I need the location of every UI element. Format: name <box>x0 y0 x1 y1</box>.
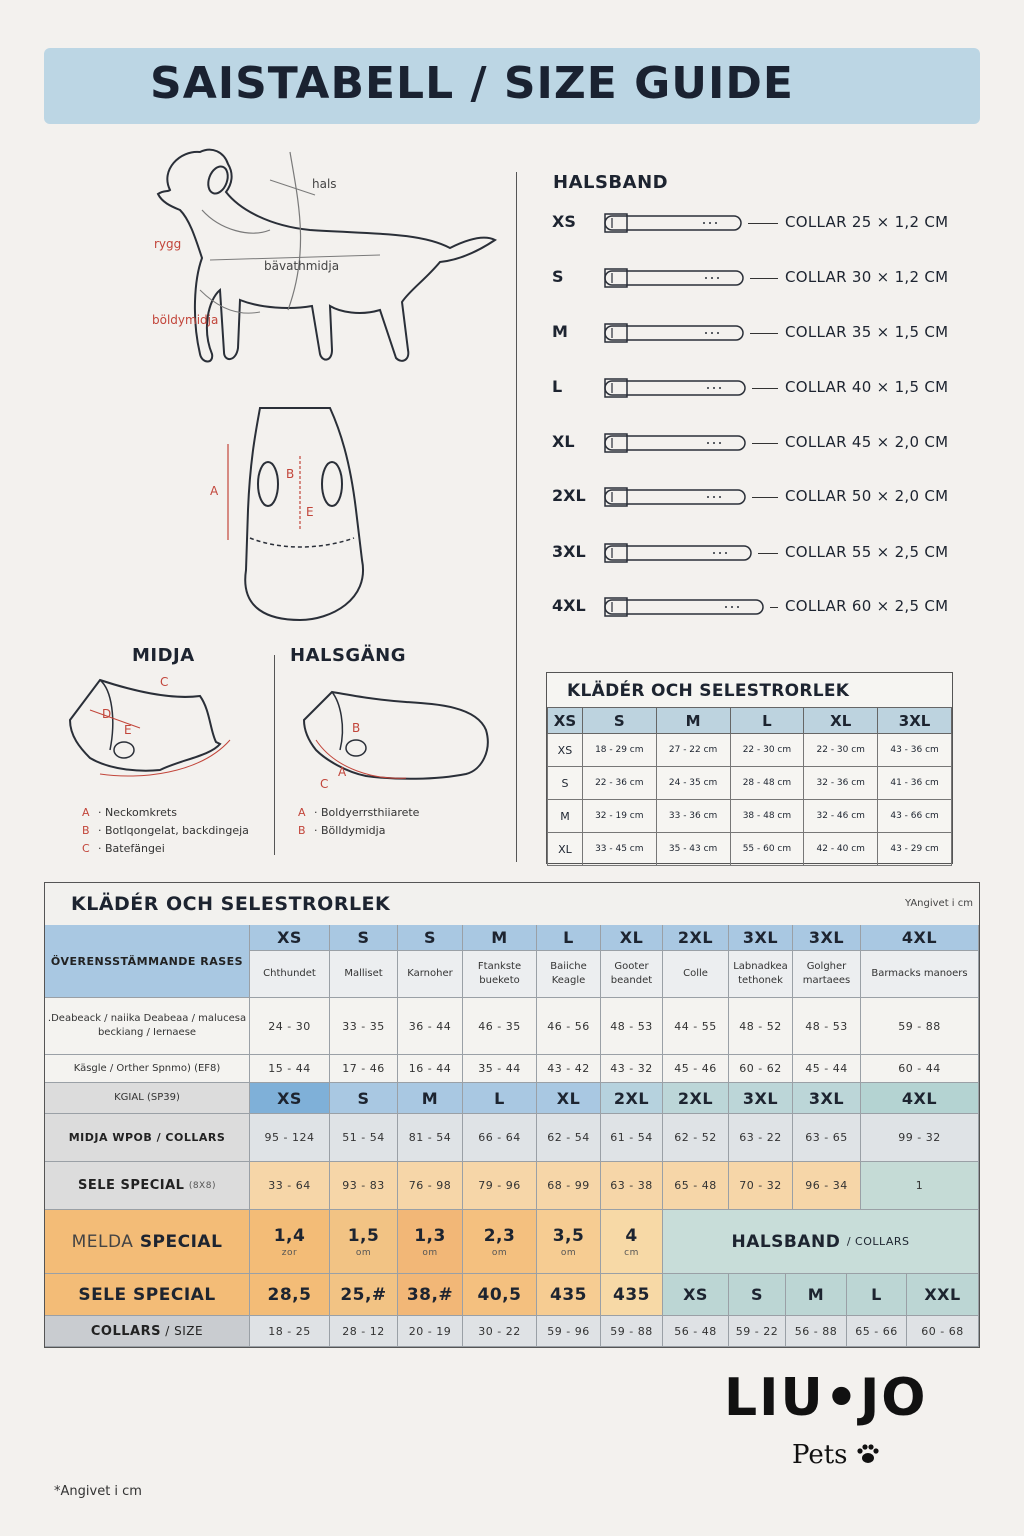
halsband-header-text: HALSBAND <box>731 1231 841 1252</box>
value-cell: 51 - 54 <box>330 1114 398 1162</box>
size-header: M <box>398 1083 463 1114</box>
vest-label-e: E <box>306 505 314 519</box>
halsband-text: COLLAR 30 × 1,2 CM <box>785 268 949 286</box>
value-cell: 63 - 65 <box>793 1114 861 1162</box>
value-cell: 45 - 46 <box>663 1055 729 1083</box>
breed-cell: Baiiche Keagle <box>537 951 601 998</box>
midja-label-e: E <box>124 723 132 737</box>
row-label: Käsgle / Orther Spnmo) (EF8) <box>45 1055 250 1083</box>
value-cell: 95 - 124 <box>250 1114 330 1162</box>
value-cell: 70 - 32 <box>729 1162 793 1210</box>
small-table-cell: 22 - 30 cm <box>730 734 804 767</box>
row-label-text: SPECIAL <box>139 1231 223 1252</box>
value-number: 1,5 <box>347 1225 380 1246</box>
size-header: L <box>463 1083 537 1114</box>
row-label-text: SELE SPECIAL <box>78 1178 185 1193</box>
value-cell: 81 - 54 <box>398 1114 463 1162</box>
value-unit: zor <box>281 1247 298 1258</box>
size-header: 4XL <box>861 1083 979 1114</box>
breed-cell: Malliset <box>330 951 398 998</box>
halsband-text: COLLAR 40 × 1,5 CM <box>785 378 949 396</box>
small-table-header: S <box>582 708 656 734</box>
halsband-connector <box>752 443 778 444</box>
value-cell: 99 - 32 <box>861 1114 979 1162</box>
row-label: SELE SPECIAL <box>45 1274 250 1316</box>
value-cell <box>463 1210 537 1274</box>
halsgang-legend <box>298 804 419 840</box>
size-header: 2XL <box>663 925 729 951</box>
small-table-header: XS <box>548 708 583 734</box>
halsband-size: 3XL <box>552 542 586 561</box>
footnote: *Angivet i cm <box>54 1484 142 1499</box>
halsband-row <box>552 592 972 622</box>
value-cell: 59 - 88 <box>601 1316 663 1347</box>
halsband-row <box>552 428 972 458</box>
small-size-table <box>546 672 953 864</box>
size-header: 4XL <box>861 925 979 951</box>
small-table-cell: 28 - 48 cm <box>730 767 804 800</box>
halsband-size: S <box>552 267 564 286</box>
value-cell: 46 - 35 <box>463 998 537 1055</box>
value-cell: 62 - 52 <box>663 1114 729 1162</box>
value-unit: om <box>355 1247 372 1258</box>
value-stack <box>414 1226 446 1258</box>
small-table-cell: XS <box>548 734 583 767</box>
small-table-cell: 43 - 36 cm <box>878 734 952 767</box>
collar-icon <box>604 263 746 293</box>
page-title: SAISTABELL / SIZE GUIDE <box>150 58 794 109</box>
value-cell: 56 - 88 <box>786 1316 847 1347</box>
value-cell: 25,# <box>330 1274 398 1316</box>
size-header: XXL <box>907 1274 979 1316</box>
breed-cell: Colle <box>663 951 729 998</box>
size-header: XS <box>250 1083 330 1114</box>
collar-icon <box>604 208 744 238</box>
small-table-cell: 22 - 36 cm <box>582 767 656 800</box>
value-cell <box>537 1210 601 1274</box>
value-cell: 59 - 96 <box>537 1316 601 1347</box>
value-cell: 45 - 44 <box>793 1055 861 1083</box>
small-table-cell: 43 - 29 cm <box>878 833 952 866</box>
midja-label-c: C <box>160 675 169 689</box>
value-unit: om <box>422 1247 438 1258</box>
value-cell: 43 - 42 <box>537 1055 601 1083</box>
value-stack <box>553 1226 585 1258</box>
vest-label-a: A <box>210 484 219 498</box>
value-cell <box>250 1210 330 1274</box>
size-header: 2XL <box>663 1083 729 1114</box>
row-label-text: COLLARS <box>90 1323 161 1339</box>
brand-logo: LIU•JO <box>724 1368 928 1428</box>
value-cell: 17 - 46 <box>330 1055 398 1083</box>
value-unit: om <box>491 1247 508 1258</box>
collar-icon <box>604 482 748 512</box>
small-table-cell: XL <box>548 833 583 866</box>
row-label: ÖVERENSSTÄMMANDE RASES <box>45 925 250 998</box>
label-rygg: rygg <box>154 237 182 251</box>
halsband-size: 2XL <box>552 486 586 505</box>
label-back: bävathmidja <box>264 259 340 273</box>
row-label: KGIAL (SP39) <box>45 1083 250 1114</box>
value-cell: 435 <box>601 1274 663 1316</box>
midja-legend <box>82 804 249 858</box>
value-number: 4 <box>625 1225 638 1246</box>
value-cell: 59 - 88 <box>861 998 979 1055</box>
small-table-row <box>548 800 952 833</box>
halsband-row <box>552 208 972 238</box>
row-label <box>45 1210 250 1274</box>
brand-sub-text: Pets <box>792 1440 848 1470</box>
value-cell: 35 - 44 <box>463 1055 537 1083</box>
value-cell: 68 - 99 <box>537 1162 601 1210</box>
value-cell: 38,# <box>398 1274 463 1316</box>
dog-illustration <box>140 140 500 390</box>
value-cell: 33 - 64 <box>250 1162 330 1210</box>
small-table-cell: 22 - 30 cm <box>804 734 878 767</box>
halsgang-title: HALSGÄNG <box>290 645 406 666</box>
halsband-text: COLLAR 45 × 2,0 CM <box>785 433 949 451</box>
size-header: M <box>463 925 537 951</box>
halsband-text: COLLAR 25 × 1,2 CM <box>785 213 949 231</box>
size-header: S <box>330 1083 398 1114</box>
value-cell: 76 - 98 <box>398 1162 463 1210</box>
halsband-header-note: / COLLARS <box>846 1235 910 1248</box>
value-cell: 44 - 55 <box>663 998 729 1055</box>
breed-cell: Golgher martaees <box>793 951 861 998</box>
breed-cell: Chthundet <box>250 951 330 998</box>
halsband-row <box>552 373 972 403</box>
value-cell: 36 - 44 <box>398 998 463 1055</box>
small-table-cell: 32 - 36 cm <box>804 767 878 800</box>
row-label-text: MELDA <box>71 1231 134 1252</box>
size-header: 3XL <box>793 925 861 951</box>
halsband-header <box>663 1210 979 1274</box>
value-number: 3,5 <box>552 1225 585 1246</box>
halsband-connector <box>750 333 778 334</box>
halsgang-label-a: A <box>338 765 347 779</box>
big-size-table <box>44 882 980 1348</box>
value-cell: 46 - 56 <box>537 998 601 1055</box>
breed-cell: Ftankste bueketo <box>463 951 537 998</box>
collar-icon <box>604 592 766 622</box>
halsband-text: COLLAR 50 × 2,0 CM <box>785 487 949 505</box>
value-cell: 59 - 22 <box>729 1316 786 1347</box>
value-unit: om <box>560 1247 577 1258</box>
halsband-connector <box>770 607 778 608</box>
value-cell: 28 - 12 <box>330 1316 398 1347</box>
value-cell: 60 - 68 <box>907 1316 979 1347</box>
label-hals: hals <box>312 177 337 191</box>
vest-illustration <box>200 400 370 625</box>
value-cell: 1 <box>861 1162 979 1210</box>
small-table-row <box>548 734 952 767</box>
size-header: XL <box>601 925 663 951</box>
halsband-size: M <box>552 322 568 341</box>
value-cell: 15 - 44 <box>250 1055 330 1083</box>
value-cell: 93 - 83 <box>330 1162 398 1210</box>
big-table-title: KLÄDÉR OCH SELESTRORLEK <box>71 893 391 915</box>
small-table-cell: 24 - 35 cm <box>656 767 730 800</box>
small-table-cell: 32 - 46 cm <box>804 800 878 833</box>
size-header: XS <box>250 925 330 951</box>
halsband-text: COLLAR 55 × 2,5 CM <box>785 543 949 561</box>
divider-midja <box>274 655 275 855</box>
halsgang-label-c: C <box>320 777 329 790</box>
row-label-text: / SIZE <box>165 1324 204 1338</box>
small-table-header: L <box>730 708 804 734</box>
small-table-header: XL <box>804 708 878 734</box>
value-cell <box>398 1210 463 1274</box>
brand-sub <box>792 1440 880 1470</box>
breed-cell: Labnadkea tethonek <box>729 951 793 998</box>
halsgang-label-b: B <box>352 721 361 735</box>
legend-item: A · Boldyerrsthiiarete <box>298 806 420 819</box>
divider-vertical <box>516 172 517 862</box>
size-header: 3XL <box>793 1083 861 1114</box>
halsband-text: COLLAR 60 × 2,5 CM <box>785 597 949 615</box>
breed-cell: Karnoher <box>398 951 463 998</box>
value-cell: 66 - 64 <box>463 1114 537 1162</box>
size-header: M <box>786 1274 847 1316</box>
halsgang-illustration <box>296 680 496 790</box>
small-table-header: M <box>656 708 730 734</box>
collar-icon <box>604 428 748 458</box>
value-cell <box>601 1210 663 1274</box>
value-stack <box>484 1226 516 1258</box>
halsband-text: COLLAR 35 × 1,5 CM <box>785 323 949 341</box>
value-cell: 40,5 <box>463 1274 537 1316</box>
value-cell: 20 - 19 <box>398 1316 463 1347</box>
small-table-row <box>548 833 952 866</box>
value-cell: 63 - 38 <box>601 1162 663 1210</box>
value-number: 2,3 <box>483 1225 516 1246</box>
size-header: 3XL <box>729 925 793 951</box>
small-table-row <box>548 767 952 800</box>
value-cell: 63 - 22 <box>729 1114 793 1162</box>
small-table-title: KLÄDÉR OCH SELESTRORLEK <box>567 681 850 701</box>
collar-icon <box>604 318 746 348</box>
size-header: L <box>537 925 601 951</box>
halsband-row <box>552 318 972 348</box>
value-cell: 96 - 34 <box>793 1162 861 1210</box>
row-label <box>45 1316 250 1347</box>
value-cell <box>330 1210 398 1274</box>
halsband-size: L <box>552 377 563 396</box>
value-cell: 28,5 <box>250 1274 330 1316</box>
value-stack <box>348 1226 380 1258</box>
row-label-note: (8X8) <box>188 1180 216 1191</box>
halsband-title: HALSBAND <box>553 172 669 193</box>
small-table-cell: 43 - 66 cm <box>878 800 952 833</box>
collar-icon <box>604 373 748 403</box>
size-header: S <box>330 925 398 951</box>
small-table-cell: S <box>548 767 583 800</box>
value-stack <box>624 1226 639 1258</box>
big-table-note: YAngivet i cm <box>904 898 973 909</box>
label-belly: böldymidja <box>152 313 219 327</box>
small-table-cell: 32 - 19 cm <box>582 800 656 833</box>
value-number: 1,3 <box>414 1225 446 1246</box>
row-label: MIDJA WPOB / COLLARS <box>45 1114 250 1162</box>
value-cell: 435 <box>537 1274 601 1316</box>
small-table-cell: 38 - 48 cm <box>730 800 804 833</box>
halsband-row <box>552 482 972 512</box>
legend-item: C · Batefängei <box>82 842 165 855</box>
value-cell: 79 - 96 <box>463 1162 537 1210</box>
size-header: S <box>729 1274 786 1316</box>
value-cell: 33 - 35 <box>330 998 398 1055</box>
small-table-cell: 41 - 36 cm <box>878 767 952 800</box>
legend-item: A · Neckomkrets <box>82 806 177 819</box>
small-table <box>547 707 952 866</box>
midja-label-d: D <box>102 707 112 721</box>
halsband-row <box>552 263 972 293</box>
value-cell: 43 - 32 <box>601 1055 663 1083</box>
collar-icon <box>604 538 754 568</box>
halsband-connector <box>752 497 778 498</box>
halsband-size: XS <box>552 212 576 231</box>
value-cell: 16 - 44 <box>398 1055 463 1083</box>
value-cell: 60 - 62 <box>729 1055 793 1083</box>
value-cell: 30 - 22 <box>463 1316 537 1347</box>
size-header: XL <box>537 1083 601 1114</box>
small-table-cell: M <box>548 800 583 833</box>
midja-title: MIDJA <box>132 645 195 666</box>
halsband-connector <box>752 388 778 389</box>
small-table-cell: 33 - 45 cm <box>582 833 656 866</box>
value-cell: 65 - 66 <box>847 1316 907 1347</box>
value-cell: 48 - 53 <box>793 998 861 1055</box>
halsband-size: XL <box>552 432 575 451</box>
halsband-size: 4XL <box>552 596 586 615</box>
value-unit: cm <box>624 1247 639 1258</box>
size-header: 2XL <box>601 1083 663 1114</box>
title-banner <box>44 48 980 124</box>
size-header: XS <box>663 1274 729 1316</box>
value-cell: 56 - 48 <box>663 1316 729 1347</box>
small-table-cell: 33 - 36 cm <box>656 800 730 833</box>
value-cell: 48 - 53 <box>601 998 663 1055</box>
value-cell: 65 - 48 <box>663 1162 729 1210</box>
small-table-header: 3XL <box>878 708 952 734</box>
vest-label-b: B <box>286 467 295 481</box>
value-cell: 48 - 52 <box>729 998 793 1055</box>
size-header: L <box>847 1274 907 1316</box>
value-number: 1,4 <box>273 1225 306 1246</box>
small-table-cell: 42 - 40 cm <box>804 833 878 866</box>
small-table-cell: 55 - 60 cm <box>730 833 804 866</box>
midja-illustration <box>60 670 240 790</box>
small-table-cell: 35 - 43 cm <box>656 833 730 866</box>
size-header: 3XL <box>729 1083 793 1114</box>
value-cell: 60 - 44 <box>861 1055 979 1083</box>
value-cell: 62 - 54 <box>537 1114 601 1162</box>
value-cell: 61 - 54 <box>601 1114 663 1162</box>
halsband-connector <box>750 278 778 279</box>
halsband-row <box>552 538 972 568</box>
breed-cell: Barmacks manoers <box>861 951 979 998</box>
breed-cell: Gooter beandet <box>601 951 663 998</box>
halsband-connector <box>758 553 778 554</box>
value-stack <box>274 1226 306 1258</box>
halsband-connector <box>748 223 778 224</box>
size-header: S <box>398 925 463 951</box>
value-cell: 24 - 30 <box>250 998 330 1055</box>
row-label: .Deabeack / naiika Deabeaa / malucesa beckiang / Iernaese <box>45 998 250 1055</box>
small-table-cell: 27 - 22 cm <box>656 734 730 767</box>
small-table-cell: 18 - 29 cm <box>582 734 656 767</box>
paw-icon <box>856 1443 880 1465</box>
legend-item: B · Bölldymidja <box>298 824 386 837</box>
row-label <box>45 1162 250 1210</box>
legend-item: B · Botlqongelat, backdingeja <box>82 824 249 837</box>
value-cell: 18 - 25 <box>250 1316 330 1347</box>
